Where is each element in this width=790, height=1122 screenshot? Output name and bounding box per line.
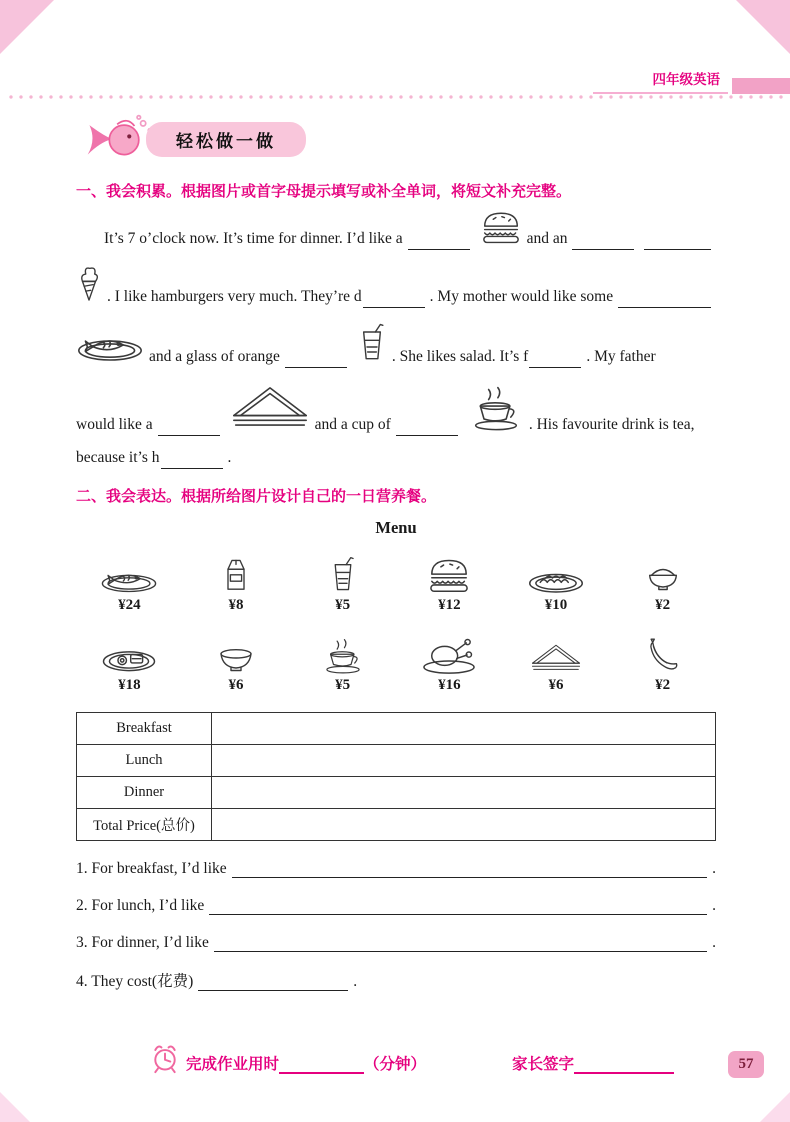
passage-text: It’s 7 o’clock now. It’s time for dinner. I’d like a — [104, 230, 403, 247]
grade-tab-decoration — [732, 78, 790, 94]
menu-item — [183, 548, 290, 614]
answer-blank[interactable] — [363, 288, 425, 308]
menu-item — [396, 628, 503, 694]
table-row-label: Breakfast — [77, 713, 212, 745]
answer-blank[interactable] — [214, 932, 707, 952]
milk-icon — [183, 548, 290, 594]
menu-item — [396, 548, 503, 614]
table-row-label: Dinner — [77, 777, 212, 809]
fish-plate-icon — [76, 323, 144, 368]
passage-text: and a glass of orange — [149, 348, 280, 365]
sign-blank[interactable] — [574, 1054, 674, 1074]
time-label: 完成作业用时 — [186, 1055, 280, 1073]
answer-blank[interactable] — [529, 348, 581, 368]
passage-text: . His favourite drink is tea, — [528, 416, 695, 433]
answer-blank[interactable] — [572, 230, 634, 250]
answer-blank[interactable] — [209, 895, 707, 915]
menu-item — [503, 548, 610, 614]
menu-item-price: ¥18 — [118, 677, 141, 693]
corner-decoration-top-left — [0, 0, 54, 54]
time-blank[interactable] — [279, 1054, 364, 1074]
passage-line-3 — [76, 321, 716, 368]
answer-blank[interactable] — [161, 449, 223, 469]
table-row — [77, 745, 716, 777]
page-number-badge: 57 — [728, 1051, 764, 1078]
sentence-tail: . — [353, 973, 358, 990]
section2-heading: 二、我会表达。根据所给图片设计自己的一日营养餐。 — [76, 487, 437, 505]
menu-item — [76, 628, 183, 694]
corner-decoration-bottom-left — [0, 1092, 30, 1122]
passage-text: because it’s h — [76, 449, 160, 466]
answer-blank[interactable] — [408, 230, 470, 250]
table-row — [77, 777, 716, 809]
menu-item-price: ¥16 — [438, 677, 461, 693]
menu-item — [503, 628, 610, 694]
table-row — [77, 713, 716, 745]
section-badge-row — [76, 114, 716, 164]
sentence-lead: 4. They cost(花费) — [76, 973, 194, 990]
grade-label: 四年级英语 — [593, 68, 729, 94]
passage-text: . She likes salad. It’s f — [391, 348, 529, 365]
menu-item — [609, 628, 716, 694]
coffee-cup-icon — [289, 628, 396, 674]
sentence-lead: 1. For breakfast, I’d like — [76, 860, 227, 877]
passage-text: and an — [526, 230, 568, 247]
menu-item-price: ¥2 — [655, 677, 671, 693]
soup-bowl-icon — [183, 628, 290, 674]
page-footer — [150, 1042, 710, 1074]
passage-line-4 — [76, 381, 716, 436]
table-answer-cell[interactable] — [212, 745, 716, 777]
chicken-icon — [396, 628, 503, 674]
corner-decoration-top-right — [736, 0, 790, 54]
sentence-line — [76, 932, 716, 952]
rice-bowl-icon — [609, 548, 716, 594]
sentence-line — [76, 895, 716, 915]
answer-blank[interactable] — [285, 348, 347, 368]
table-row — [77, 809, 716, 841]
noodles-icon — [503, 548, 610, 594]
hamburger-icon — [480, 209, 522, 250]
passage-text: and a cup of — [314, 416, 391, 433]
answer-blank[interactable] — [158, 416, 220, 436]
sentence-tail: . — [712, 860, 716, 877]
sandwich-icon — [503, 628, 610, 674]
sentence-lead: 2. For lunch, I’d like — [76, 897, 205, 914]
menu-item — [289, 548, 396, 614]
answer-blank[interactable] — [198, 971, 348, 991]
passage-text: . I like hamburgers very much. They’re d — [107, 288, 362, 305]
table-row-label: Total Price(总价) — [77, 809, 212, 841]
answer-blank[interactable] — [644, 230, 711, 250]
menu-item-price: ¥6 — [228, 677, 244, 693]
menu-item — [609, 548, 716, 614]
answer-blank[interactable] — [396, 416, 458, 436]
sentence-tail: . — [712, 934, 716, 951]
table-answer-cell[interactable] — [212, 777, 716, 809]
bread-and-egg-icon — [76, 628, 183, 674]
corner-decoration-bottom-right — [760, 1092, 790, 1122]
passage-text: . — [227, 449, 232, 466]
menu-item-price: ¥24 — [118, 597, 141, 613]
meal-plan-table — [76, 712, 716, 841]
teacup-icon — [468, 383, 524, 436]
menu-title: Menu — [375, 518, 417, 537]
section-badge: 轻松做一做 — [146, 122, 306, 157]
minutes-label: （分钟） — [364, 1055, 427, 1073]
menu-item-price: ¥5 — [335, 597, 351, 613]
sentence-line — [76, 969, 716, 991]
answer-blank[interactable] — [618, 288, 711, 308]
menu-item-price: ¥6 — [548, 677, 564, 693]
menu-item — [289, 628, 396, 694]
passage-text: . My mother would like some — [429, 288, 614, 305]
banana-icon — [609, 628, 716, 674]
ice-cream-icon — [76, 263, 102, 308]
sentence-lead: 3. For dinner, I’d like — [76, 934, 209, 951]
sandwich-icon — [230, 381, 310, 436]
answer-blank[interactable] — [232, 858, 707, 878]
menu-item-price: ¥10 — [544, 597, 568, 613]
juice-glass-icon — [357, 321, 387, 368]
menu-item-price: ¥8 — [228, 597, 244, 613]
menu-item — [183, 628, 290, 694]
sentence-line — [76, 858, 716, 878]
menu-item-price: ¥2 — [655, 597, 671, 613]
juice-icon — [289, 548, 396, 594]
passage-line-2 — [76, 263, 716, 308]
passage-line-1 — [76, 209, 716, 250]
passage-text: would like a — [76, 416, 153, 433]
table-answer-cell[interactable] — [212, 713, 716, 745]
dotted-divider — [6, 94, 784, 100]
menu-item — [76, 548, 183, 614]
menu-grid — [76, 548, 716, 694]
page-header — [593, 68, 790, 94]
table-row-label: Lunch — [77, 745, 212, 777]
menu-item-price: ¥12 — [438, 597, 461, 613]
sign-label: 家长签字 — [512, 1055, 575, 1073]
table-answer-cell[interactable] — [212, 809, 716, 841]
fish-icon — [76, 548, 183, 594]
passage-text: . My father — [586, 348, 656, 365]
section1-heading: 一、我会积累。根据图片或首字母提示填写或补全单词，将短文补充完整。 — [76, 182, 572, 200]
passage-line-5 — [76, 449, 716, 469]
hamburger-icon — [396, 548, 503, 594]
menu-item-price: ¥5 — [335, 677, 351, 693]
alarm-clock-icon — [150, 1042, 180, 1074]
sentence-tail: . — [712, 897, 716, 914]
